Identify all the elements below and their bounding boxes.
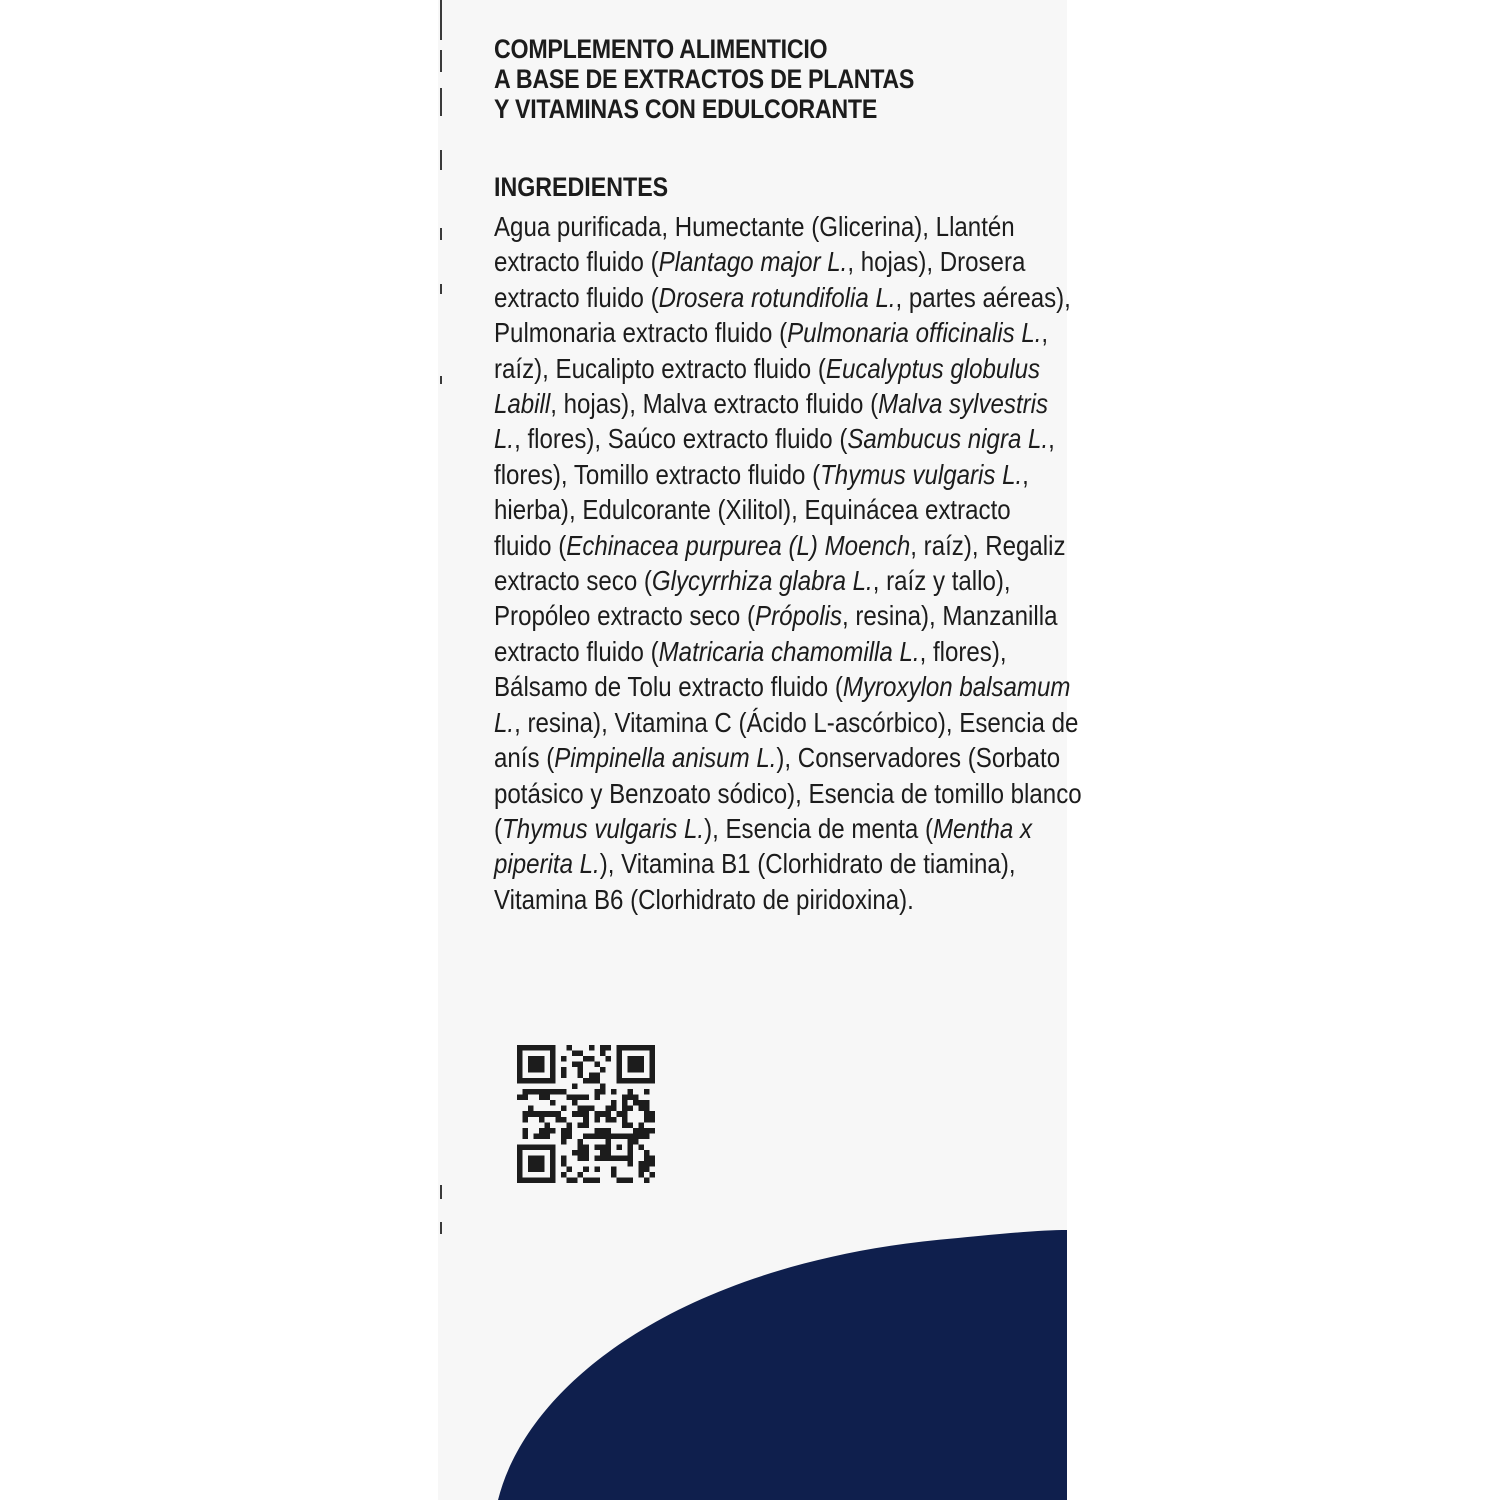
scientific-name: Pulmonaria officinalis L.: [787, 317, 1042, 349]
ingredients-line: [494, 811, 1033, 846]
navy-wave-shape: [438, 1230, 1067, 1500]
scientific-name: L.: [494, 706, 515, 738]
scientific-name: Thymus vulgaris L.: [820, 458, 1023, 490]
ingredients-line: [494, 563, 1027, 598]
ingredients-line: [494, 280, 1071, 315]
ingredient-text: , resina), Vitamina C (Ácido L-ascórbico), Esencia de: [514, 706, 1079, 738]
scientific-name: Malva sylvestris: [878, 388, 1049, 420]
ingredients-line: [494, 846, 1027, 881]
ingredient-text: extracto seco (: [494, 565, 652, 597]
ingredient-text: , flores),: [919, 635, 1007, 667]
ingredients-line: [494, 528, 1066, 563]
ingredients-line: [494, 669, 1071, 704]
ingredient-text: hierba), Edulcorante (Xilitol), Equinácea extracto: [494, 494, 1011, 526]
ingredient-text: Vitamina B6 (Clorhidrato de piridoxina).: [494, 883, 914, 915]
scientific-name: Plantago major L.: [658, 246, 848, 278]
ingredient-text: extracto fluido (: [494, 635, 659, 667]
scientific-name: Echinacea purpurea (L) Moench: [566, 529, 911, 561]
ingredients-list: [494, 209, 1082, 917]
ingredients-line: [494, 634, 1027, 669]
ingredient-text: Pulmonaria extracto fluido (: [494, 317, 788, 349]
ingredient-text: extracto fluido (: [494, 281, 659, 313]
ingredients-line: [494, 421, 1055, 456]
scientific-name: L.: [494, 423, 515, 455]
product-heading: [494, 34, 976, 124]
scientific-name: Pimpinella anisum L.: [554, 742, 777, 774]
ingredients-line: [494, 244, 1027, 279]
ingredient-text: , resina), Manzanilla: [842, 600, 1058, 632]
ingredients-line: [494, 882, 1027, 917]
ingredient-text: , partes aéreas),: [895, 281, 1071, 313]
ingredients-line: [494, 209, 1027, 244]
scientific-name: Myroxylon balsamum: [842, 671, 1071, 703]
scientific-name: Thymus vulgaris L.: [502, 812, 705, 844]
ingredient-text: extracto fluido (: [494, 246, 659, 278]
ingredient-text: fluido (: [494, 529, 567, 561]
ingredient-text: flores), Tomillo extracto fluido (: [494, 458, 821, 490]
scientific-name: Labill: [494, 388, 551, 420]
scientific-name: Eucalyptus globulus: [825, 352, 1041, 384]
ingredients-line: [494, 386, 1049, 421]
ingredient-text: Bálsamo de Tolu extracto fluido (: [494, 671, 843, 703]
ingredient-text: , flores), Saúco extracto fluido (: [514, 423, 848, 455]
ingredient-text: , hojas), Malva extracto fluido (: [550, 388, 879, 420]
ingredient-text: ,: [1022, 458, 1029, 490]
ingredients-line: [494, 740, 1061, 775]
ingredient-text: anís (: [494, 742, 555, 774]
ingredient-text: ,: [1048, 423, 1055, 455]
ingredient-text: , hojas), Drosera: [847, 246, 1026, 278]
qr-code-icon[interactable]: [517, 1045, 655, 1183]
scientific-name: Matricaria chamomilla L.: [658, 635, 920, 667]
ingredients-line: [494, 598, 1058, 633]
scientific-name: Drosera rotundifolia L.: [658, 281, 896, 313]
scientific-name: Própolis: [755, 600, 843, 632]
ingredient-text: potásico y Benzoato sódico), Esencia de tomillo blanco: [494, 777, 1082, 809]
heading-line-2: A BASE DE EXTRACTOS DE PLANTAS: [494, 64, 915, 94]
ingredient-text: (: [494, 812, 503, 844]
heading-line-1: COMPLEMENTO ALIMENTICIO: [494, 34, 828, 64]
ingredient-text: , raíz), Regaliz: [910, 529, 1066, 561]
ingredient-text: Propóleo extracto seco (: [494, 600, 756, 632]
ingredient-text: ), Esencia de menta (: [704, 812, 933, 844]
ingredients-line: [494, 315, 1049, 350]
ingredient-text: raíz), Eucalipto extracto fluido (: [494, 352, 826, 384]
scientific-name: Glycyrrhiza glabra L.: [651, 565, 873, 597]
ingredients-line: [494, 776, 1082, 811]
heading-line-3: Y VITAMINAS CON EDULCORANTE: [494, 94, 878, 124]
ingredients-line: [494, 705, 1079, 740]
ingredient-text: , raíz y tallo),: [872, 565, 1011, 597]
scientific-name: piperita L.: [494, 848, 600, 880]
ingredients-line: [494, 457, 1027, 492]
scientific-name: Sambucus nigra L.: [847, 423, 1049, 455]
ingredient-text: Agua purificada, Humectante (Glicerina), Llantén: [494, 211, 1015, 242]
ingredient-text: ), Conservadores (Sorbato: [776, 742, 1061, 774]
ingredient-text: ,: [1041, 317, 1049, 349]
scientific-name: Mentha x: [932, 812, 1033, 844]
ingredients-line: [494, 492, 1027, 527]
ingredient-text: ), Vitamina B1 (Clorhidrato de tiamina),: [599, 848, 1016, 880]
ingredients-title: INGREDIENTES: [494, 172, 669, 202]
ingredients-line: [494, 351, 1041, 386]
